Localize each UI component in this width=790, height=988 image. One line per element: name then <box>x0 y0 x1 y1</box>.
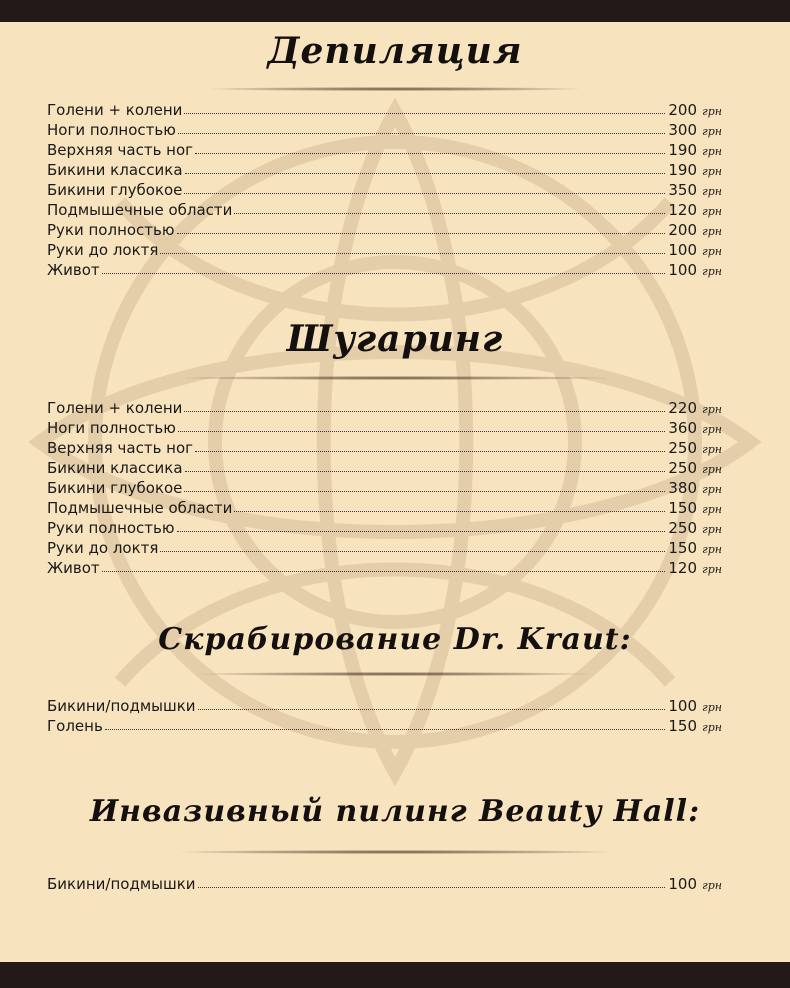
currency-label: грн <box>702 265 722 278</box>
service-name: Живот <box>47 261 100 279</box>
dot-leader <box>105 716 665 730</box>
dot-leader <box>195 140 665 154</box>
currency-label: грн <box>702 503 722 516</box>
dot-leader <box>160 240 665 254</box>
service-price: 100 <box>668 697 697 715</box>
currency-label: грн <box>702 463 722 476</box>
service-price: 100 <box>668 241 697 259</box>
service-name: Руки до локтя <box>47 241 159 259</box>
title-underline <box>180 850 610 854</box>
list-item <box>47 874 722 894</box>
service-price: 120 <box>668 559 697 577</box>
list-item <box>47 438 722 458</box>
title-underline <box>210 87 580 91</box>
service-price: 250 <box>668 439 697 457</box>
title-underline <box>180 376 610 380</box>
service-name: Бикини/подмышки <box>47 697 196 715</box>
dot-leader <box>234 498 665 512</box>
dot-leader <box>184 100 665 114</box>
service-name: Голени + колени <box>47 101 183 119</box>
dot-leader <box>195 438 665 452</box>
list-item <box>47 518 722 538</box>
service-price: 150 <box>668 499 697 517</box>
currency-label: грн <box>702 145 722 158</box>
currency-label: грн <box>702 563 722 576</box>
section-title-sugaring: Шугаринг <box>286 318 504 360</box>
service-name: Бикини классика <box>47 459 183 477</box>
price-list-sugaring <box>47 398 722 578</box>
dot-leader <box>160 538 665 552</box>
list-item <box>47 538 722 558</box>
currency-label: грн <box>702 523 722 536</box>
section-title-scrubbing: Скрабирование Dr. Kraut: <box>158 622 632 657</box>
service-price: 200 <box>668 221 697 239</box>
currency-label: грн <box>702 879 722 892</box>
service-name: Бикини/подмышки <box>47 875 196 893</box>
list-item <box>47 458 722 478</box>
service-price: 300 <box>668 121 697 139</box>
service-price: 250 <box>668 519 697 537</box>
title-underline <box>200 672 590 676</box>
service-name: Руки до локтя <box>47 539 159 557</box>
service-price: 150 <box>668 717 697 735</box>
dot-leader <box>178 120 665 134</box>
service-price: 190 <box>668 141 697 159</box>
service-price: 200 <box>668 101 697 119</box>
bottom-border-bar <box>0 962 790 988</box>
currency-label: грн <box>702 205 722 218</box>
currency-label: грн <box>702 443 722 456</box>
currency-label: грн <box>702 701 722 714</box>
list-item <box>47 418 722 438</box>
service-name: Подмышечные области <box>47 201 233 219</box>
service-price: 360 <box>668 419 697 437</box>
currency-label: грн <box>702 185 722 198</box>
list-item <box>47 716 722 736</box>
dot-leader <box>184 398 665 412</box>
service-price: 100 <box>668 261 697 279</box>
list-item <box>47 478 722 498</box>
service-name: Бикини глубокое <box>47 479 183 497</box>
list-item <box>47 160 722 180</box>
dot-leader <box>102 558 665 572</box>
currency-label: грн <box>702 423 722 436</box>
list-item <box>47 260 722 280</box>
dot-leader <box>184 478 665 492</box>
service-price: 250 <box>668 459 697 477</box>
service-name: Руки полностью <box>47 519 175 537</box>
service-name: Верхняя часть ног <box>47 439 194 457</box>
currency-label: грн <box>702 721 722 734</box>
currency-label: грн <box>702 543 722 556</box>
service-price: 120 <box>668 201 697 219</box>
dot-leader <box>102 260 665 274</box>
section-title-peeling: Инвазивный пилинг Beauty Hall: <box>89 794 701 829</box>
currency-label: грн <box>702 483 722 496</box>
list-item <box>47 120 722 140</box>
dot-leader <box>185 458 665 472</box>
list-item <box>47 558 722 578</box>
service-price: 190 <box>668 161 697 179</box>
dot-leader <box>198 696 665 710</box>
currency-label: грн <box>702 245 722 258</box>
list-item <box>47 240 722 260</box>
service-price: 150 <box>668 539 697 557</box>
service-price: 220 <box>668 399 697 417</box>
price-list-scrubbing <box>47 696 722 736</box>
dot-leader <box>198 874 665 888</box>
section-title-depilation: Депиляция <box>267 30 523 72</box>
service-name: Ноги полностью <box>47 419 176 437</box>
list-item <box>47 220 722 240</box>
service-name: Верхняя часть ног <box>47 141 194 159</box>
service-name: Руки полностью <box>47 221 175 239</box>
list-item <box>47 140 722 160</box>
list-item <box>47 398 722 418</box>
dot-leader <box>177 220 665 234</box>
list-item <box>47 180 722 200</box>
dot-leader <box>234 200 665 214</box>
price-list-depilation <box>47 100 722 280</box>
service-name: Бикини классика <box>47 161 183 179</box>
service-name: Живот <box>47 559 100 577</box>
service-price: 380 <box>668 479 697 497</box>
list-item <box>47 200 722 220</box>
currency-label: грн <box>702 403 722 416</box>
service-price: 100 <box>668 875 697 893</box>
service-name: Голень <box>47 717 103 735</box>
currency-label: грн <box>702 225 722 238</box>
service-name: Голени + колени <box>47 399 183 417</box>
service-name: Ноги полностью <box>47 121 176 139</box>
list-item <box>47 498 722 518</box>
price-list-peeling <box>47 874 722 894</box>
dot-leader <box>178 418 665 432</box>
service-name: Подмышечные области <box>47 499 233 517</box>
service-name: Бикини глубокое <box>47 181 183 199</box>
top-border-bar <box>0 0 790 22</box>
service-price: 350 <box>668 181 697 199</box>
dot-leader <box>185 160 665 174</box>
dot-leader <box>184 180 665 194</box>
dot-leader <box>177 518 665 532</box>
currency-label: грн <box>702 125 722 138</box>
currency-label: грн <box>702 165 722 178</box>
list-item <box>47 696 722 716</box>
list-item <box>47 100 722 120</box>
currency-label: грн <box>702 105 722 118</box>
